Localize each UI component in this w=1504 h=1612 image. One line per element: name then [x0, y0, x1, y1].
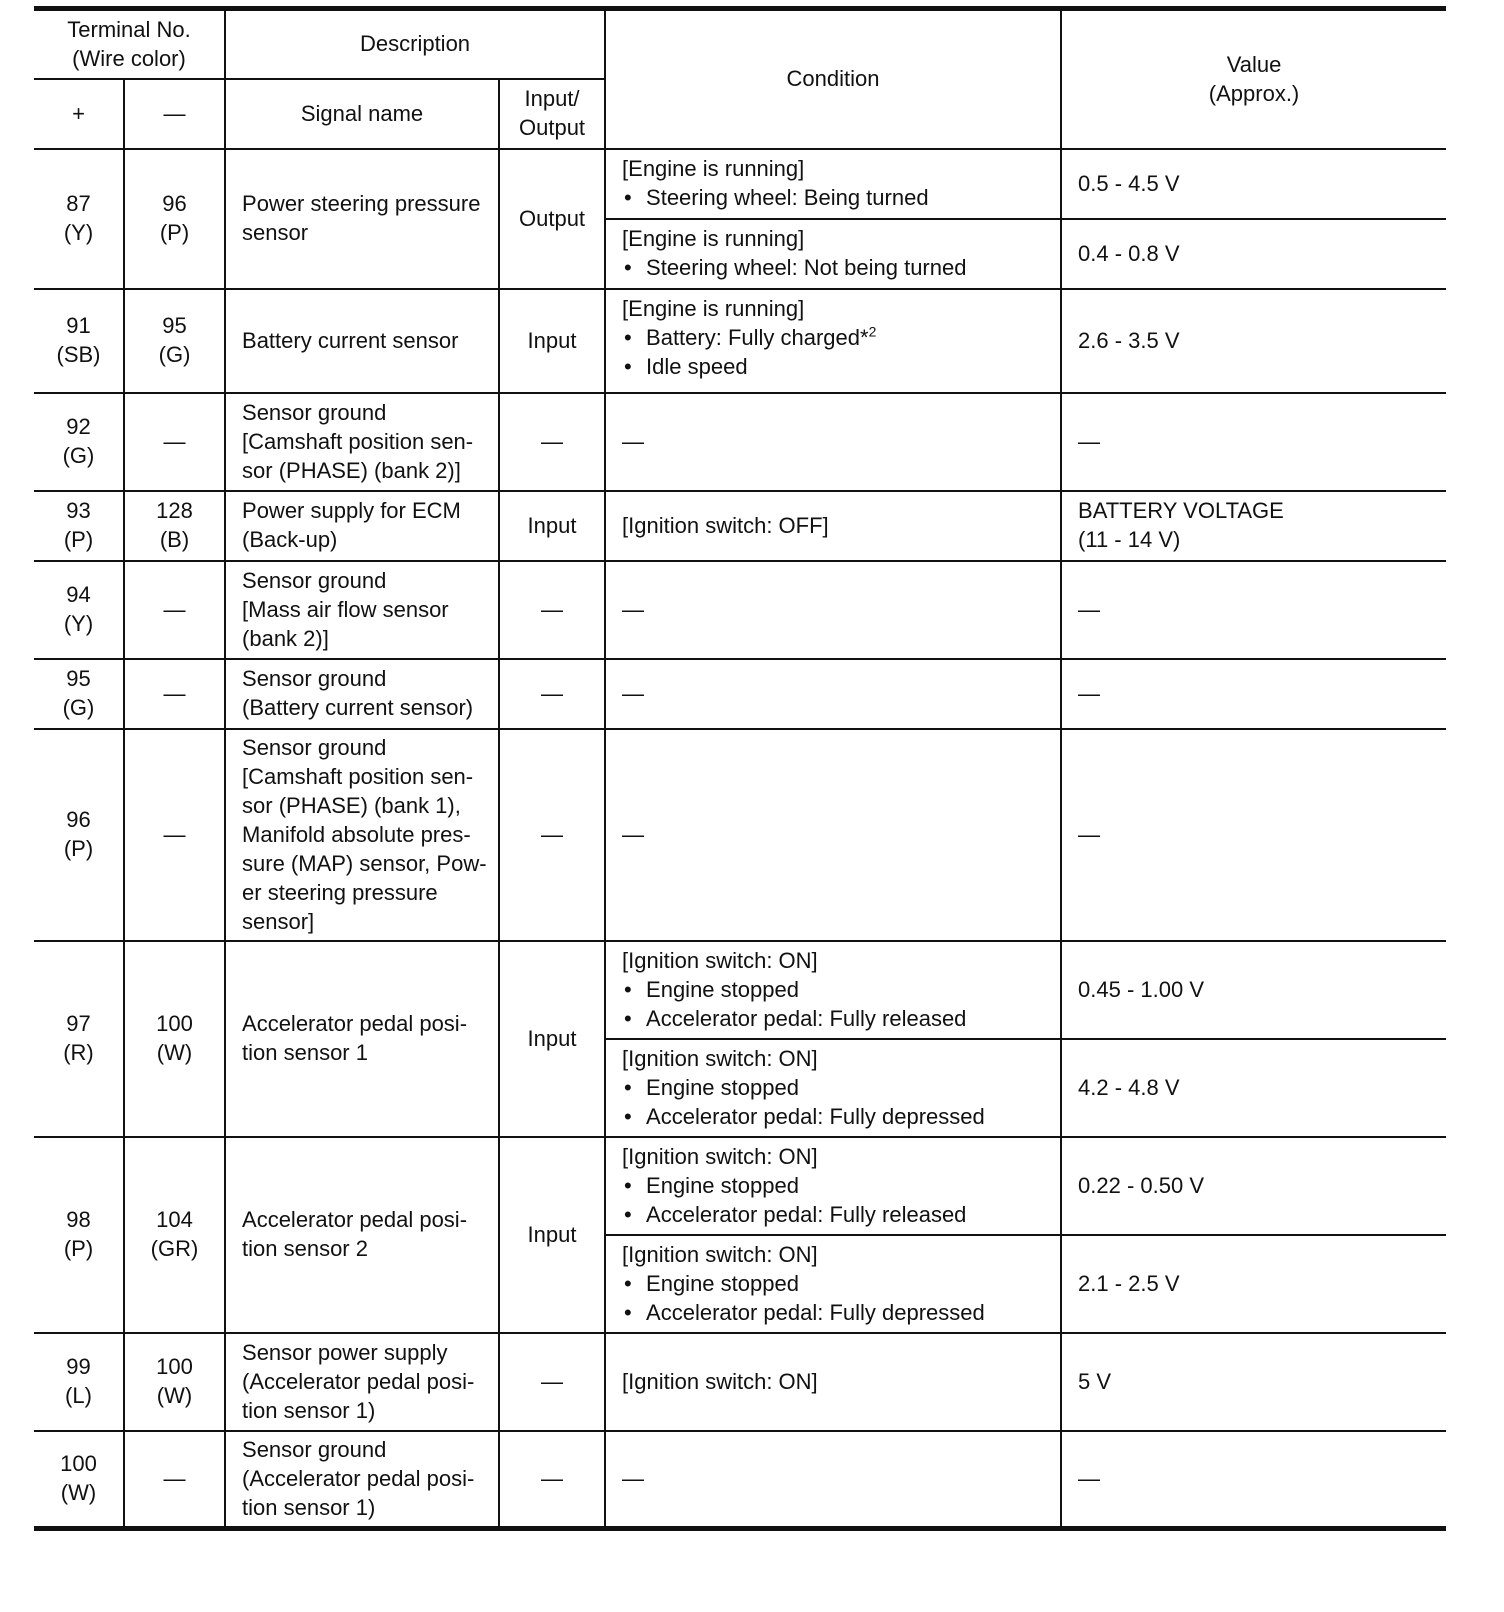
signal-name: Sensor ground [Camshaft position sen- sor (PHASE) (bank 2)] — [225, 393, 499, 491]
terminal-minus: — — [124, 1431, 225, 1529]
table-row — [34, 491, 1446, 561]
value-cell: 0.4 - 0.8 V — [1061, 219, 1446, 289]
condition-cell — [605, 149, 1061, 219]
io-type: — — [499, 1333, 605, 1431]
terminal-minus: 100 (W) — [124, 1333, 225, 1431]
footnote-mark: 2 — [868, 323, 877, 340]
value-cell: 5 V — [1061, 1333, 1446, 1431]
terminal-plus: 92 (G) — [34, 393, 124, 491]
condition-list — [622, 1073, 1054, 1131]
value-cell: BATTERY VOLTAGE (11 - 14 V) — [1061, 491, 1446, 561]
condition-head: [Ignition switch: OFF] — [622, 513, 829, 538]
condition-head: [Ignition switch: ON] — [622, 947, 818, 973]
io-type: Input — [499, 289, 605, 393]
condition-cell — [605, 289, 1061, 393]
condition-cell — [605, 561, 1061, 659]
terminal-plus: 100 (W) — [34, 1431, 124, 1529]
condition-item — [622, 253, 1054, 282]
condition-item — [622, 1004, 1054, 1033]
condition-item — [622, 1298, 1054, 1327]
condition-cell — [605, 941, 1061, 1039]
table-row — [34, 729, 1446, 941]
condition-item — [622, 323, 1054, 352]
io-type: — — [499, 729, 605, 941]
condition-header: Condition — [605, 9, 1061, 149]
condition-text: Engine stopped — [646, 1172, 799, 1198]
terminal-plus: 93 (P) — [34, 491, 124, 561]
condition-cell — [605, 1431, 1061, 1529]
condition-item — [622, 1073, 1054, 1102]
plus-header: + — [34, 79, 124, 149]
terminal-minus: 100 (W) — [124, 941, 225, 1137]
value-cell: — — [1061, 561, 1446, 659]
condition-cell — [605, 219, 1061, 289]
signal-name: Sensor ground (Accelerator pedal posi- tion sensor 1) — [225, 1431, 499, 1529]
io-header: Input/ Output — [499, 79, 605, 149]
condition-item — [622, 1269, 1054, 1298]
condition-head: [Ignition switch: ON] — [622, 1241, 818, 1267]
table-header — [34, 9, 1446, 149]
condition-head: [Ignition switch: ON] — [622, 1143, 818, 1169]
condition-head: — — [622, 429, 645, 454]
condition-text: Steering wheel: Not being turned — [646, 254, 967, 280]
condition-list — [622, 1269, 1054, 1327]
table-row — [34, 1431, 1446, 1529]
condition-cell — [605, 1333, 1061, 1431]
terminal-minus: 96 (P) — [124, 149, 225, 289]
condition-text: Accelerator pedal: Fully depressed — [646, 1103, 985, 1129]
table-row — [34, 393, 1446, 491]
condition-item — [622, 975, 1054, 1004]
condition-list — [622, 253, 1054, 282]
value-cell: — — [1061, 729, 1446, 941]
condition-item — [622, 1171, 1054, 1200]
table-body — [34, 149, 1446, 1529]
condition-cell — [605, 659, 1061, 729]
io-type: — — [499, 561, 605, 659]
terminal-minus: — — [124, 561, 225, 659]
condition-cell — [605, 491, 1061, 561]
table-row — [34, 149, 1446, 219]
condition-head: — — [622, 822, 645, 847]
signal-name: Accelerator pedal posi- tion sensor 2 — [225, 1137, 499, 1333]
table-row — [34, 561, 1446, 659]
terminal-minus: 128 (B) — [124, 491, 225, 561]
condition-item — [622, 1102, 1054, 1131]
signal-name: Power steering pressure sensor — [225, 149, 499, 289]
condition-head: [Engine is running] — [622, 295, 805, 321]
signal-name: Battery current sensor — [225, 289, 499, 393]
terminal-minus: — — [124, 659, 225, 729]
table-row — [34, 659, 1446, 729]
signal-name: Sensor ground [Mass air flow sensor (bank 2)] — [225, 561, 499, 659]
terminal-minus: — — [124, 729, 225, 941]
condition-head: [Ignition switch: ON] — [622, 1369, 818, 1394]
value-header: Value (Approx.) — [1061, 9, 1446, 149]
io-type: Input — [499, 491, 605, 561]
condition-text: Engine stopped — [646, 976, 799, 1002]
condition-list — [622, 1171, 1054, 1229]
condition-item — [622, 1200, 1054, 1229]
signal-name: Sensor ground (Battery current sensor) — [225, 659, 499, 729]
io-type: — — [499, 393, 605, 491]
table-row — [34, 941, 1446, 1039]
condition-text: Accelerator pedal: Fully released — [646, 1201, 967, 1227]
signal-name-header: Signal name — [225, 79, 499, 149]
value-cell: 2.6 - 3.5 V — [1061, 289, 1446, 393]
condition-list — [622, 183, 1054, 212]
signal-name: Power supply for ECM (Back-up) — [225, 491, 499, 561]
terminal-table — [34, 6, 1446, 1531]
condition-text: Steering wheel: Being turned — [646, 184, 929, 210]
table-row — [34, 1333, 1446, 1431]
terminal-plus: 94 (Y) — [34, 561, 124, 659]
condition-cell — [605, 1137, 1061, 1235]
terminal-minus: — — [124, 393, 225, 491]
terminal-plus: 95 (G) — [34, 659, 124, 729]
condition-head: — — [622, 597, 645, 622]
condition-text: Engine stopped — [646, 1270, 799, 1296]
terminal-plus: 99 (L) — [34, 1333, 124, 1431]
condition-text: Engine stopped — [646, 1074, 799, 1100]
condition-cell — [605, 729, 1061, 941]
value-cell: — — [1061, 393, 1446, 491]
table-row — [34, 289, 1446, 393]
io-type: — — [499, 659, 605, 729]
terminal-minus: 95 (G) — [124, 289, 225, 393]
terminal-plus: 97 (R) — [34, 941, 124, 1137]
io-type: Input — [499, 1137, 605, 1333]
value-cell: 4.2 - 4.8 V — [1061, 1039, 1446, 1137]
condition-text: Battery: Fully charged* — [646, 324, 869, 350]
minus-header: — — [124, 79, 225, 149]
condition-list — [622, 323, 1054, 381]
condition-head: — — [622, 1466, 645, 1492]
condition-text: Accelerator pedal: Fully released — [646, 1005, 967, 1031]
value-cell: — — [1061, 659, 1446, 729]
condition-item — [622, 352, 1054, 381]
condition-text: Accelerator pedal: Fully depressed — [646, 1299, 985, 1325]
terminal-minus: 104 (GR) — [124, 1137, 225, 1333]
condition-list — [622, 975, 1054, 1033]
condition-head: [Engine is running] — [622, 155, 805, 181]
condition-head: [Ignition switch: ON] — [622, 1045, 818, 1071]
signal-name: Sensor power supply (Accelerator pedal posi- tion sensor 1) — [225, 1333, 499, 1431]
terminal-header: Terminal No. (Wire color) — [34, 9, 225, 79]
io-type: Output — [499, 149, 605, 289]
condition-cell — [605, 393, 1061, 491]
terminal-plus: 96 (P) — [34, 729, 124, 941]
terminal-plus: 87 (Y) — [34, 149, 124, 289]
value-cell: 0.45 - 1.00 V — [1061, 941, 1446, 1039]
value-cell: 2.1 - 2.5 V — [1061, 1235, 1446, 1333]
io-type: — — [499, 1431, 605, 1529]
description-header: Description — [225, 9, 605, 79]
value-cell: — — [1061, 1431, 1446, 1529]
condition-item — [622, 183, 1054, 212]
terminal-plus: 91 (SB) — [34, 289, 124, 393]
signal-name: Sensor ground [Camshaft position sen- sor (PHASE) (bank 1), Manifold absolute pres- sure (MAP) sensor, Pow- er steering pressure sensor] — [225, 729, 499, 941]
condition-cell — [605, 1039, 1061, 1137]
condition-text: Idle speed — [646, 353, 748, 379]
terminal-plus: 98 (P) — [34, 1137, 124, 1333]
signal-name: Accelerator pedal posi- tion sensor 1 — [225, 941, 499, 1137]
value-cell: 0.5 - 4.5 V — [1061, 149, 1446, 219]
condition-cell — [605, 1235, 1061, 1333]
io-type: Input — [499, 941, 605, 1137]
table-row — [34, 1137, 1446, 1235]
value-cell: 0.22 - 0.50 V — [1061, 1137, 1446, 1235]
condition-head: [Engine is running] — [622, 225, 805, 251]
condition-head: — — [622, 681, 645, 706]
